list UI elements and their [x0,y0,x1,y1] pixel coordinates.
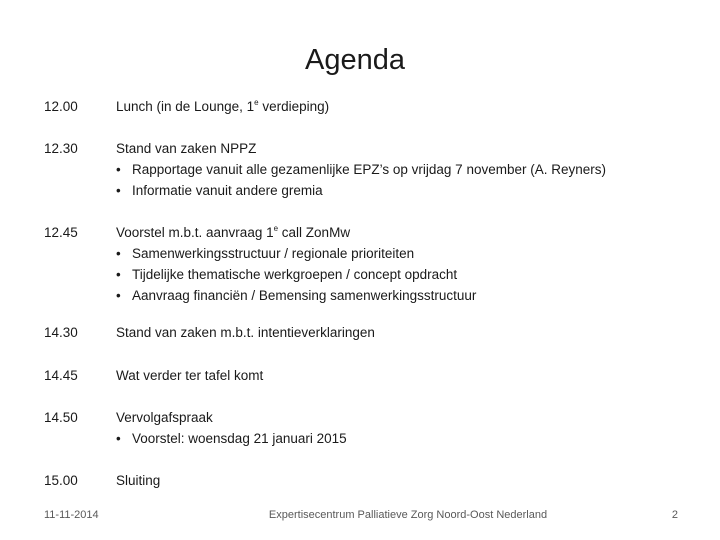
bullet-icon: • [116,246,121,261]
bullet-icon: • [116,431,121,446]
agenda-content [116,365,676,386]
agenda-content [116,138,676,201]
agenda-content [116,470,676,491]
agenda-bullet: • Aanvraag financiën / Bemensing samenwerkingsstructuur [116,285,676,306]
agenda-bullet: • Informatie vanuit andere gremia [116,180,676,201]
agenda-text: Wat verder ter tafel komt [116,368,264,383]
slide-title: Agenda [305,44,405,76]
bullet-icon: • [116,267,121,282]
footer-organization: Expertisecentrum Palliatieve Zorg Noord-Oost Nederland [268,509,548,521]
footer-date: 11-11-2014 [44,509,99,521]
agenda-time: 12.45 [44,225,78,240]
agenda-content [116,322,676,343]
agenda-bullet: • Voorstel: woensdag 21 januari 2015 [116,428,676,449]
bullet-icon: • [116,288,121,303]
agenda-time: 14.30 [44,325,78,340]
agenda-text: Stand van zaken NPPZ [116,141,257,156]
agenda-time: 14.50 [44,410,78,425]
agenda-bullet: • Samenwerkingsstructuur / regionale prioriteiten [116,243,676,264]
agenda-text: Lunch (in de Lounge, 1e verdieping) [116,97,330,114]
agenda-text: Voorstel m.b.t. aanvraag 1e call ZonMw [116,223,351,240]
agenda-text: Stand van zaken m.b.t. intentieverklaringen [116,325,375,340]
agenda-text: Vervolgafspraak [116,410,213,425]
agenda-content [116,96,676,117]
agenda-time: 12.30 [44,141,78,156]
agenda-bullet: • Rapportage vanuit alle gezamenlijke EPZ’s op vrijdag 7 november (A. Reyners) [116,159,676,180]
agenda-time: 14.45 [44,368,78,383]
agenda-text: Sluiting [116,473,161,488]
agenda-time: 12.00 [44,99,78,114]
footer-page-number: 2 [671,509,678,521]
agenda-time: 15.00 [44,473,78,488]
agenda-bullet: • Tijdelijke thematische werkgroepen / concept opdracht [116,264,676,285]
agenda-content [116,222,676,306]
bullet-icon: • [116,162,121,177]
agenda-content [116,407,676,449]
bullet-icon: • [116,183,121,198]
